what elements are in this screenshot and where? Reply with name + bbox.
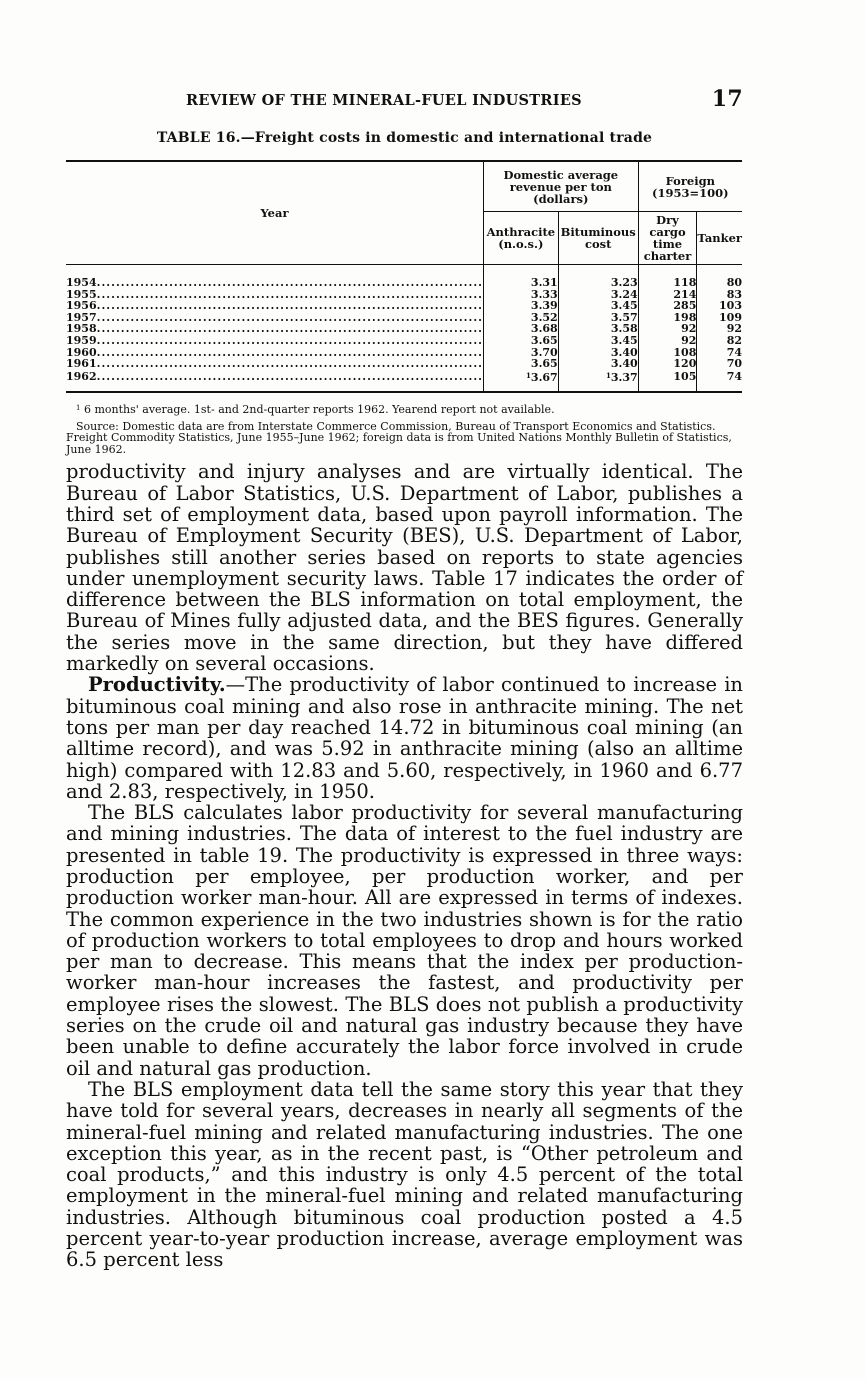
dry-cargo-value: 285 xyxy=(673,299,697,313)
dry-cargo-value: 214 xyxy=(673,287,697,301)
tanker-value: 74 xyxy=(726,369,742,383)
anthracite-column-header: Anthracite (n.o.s.) xyxy=(484,212,559,265)
year-cell xyxy=(66,358,484,370)
year-value: 1961 xyxy=(66,358,97,370)
table-row xyxy=(66,358,742,370)
year-cell xyxy=(66,265,484,289)
bituminous-value: 3.45 xyxy=(610,333,638,347)
dot-leader: ................................................................................ xyxy=(96,311,483,324)
year-cell xyxy=(66,323,484,335)
dry-cargo-value: 120 xyxy=(673,357,697,371)
source-note: Source: Domestic data are from Interstate Commerce Commission, Bureau of Transport Economics and Statistics. Freight Commodity Statistics, June 1955–June 1962; foreign data is from United Nations Monthly Bulletin of Statistics, June 1962. xyxy=(66,419,732,456)
tanker-value: 83 xyxy=(726,287,742,301)
bituminous-cell xyxy=(558,265,638,289)
dry-cargo-cell xyxy=(638,265,697,289)
tanker-value: 74 xyxy=(726,345,742,359)
year-cell xyxy=(66,289,484,301)
year-value: 1962 xyxy=(66,369,97,383)
footnote-mark: 1 xyxy=(605,370,611,380)
paragraph-2-text: —The productivity of labor continued to increase in bituminous coal mining and also rose in anthracite mining. The net tons per man per day reached 14.72 in bituminous coal mining (an alltime record), and was 5.92 in anthracite mining (also an alltime high) compared with 12.83 and 5.60, respectively, in 1960 and 6.77 and 2.83, respectively, in 1950. xyxy=(66,673,743,803)
tanker-value: 70 xyxy=(726,357,742,371)
tanker-cell xyxy=(697,358,742,370)
anthracite-cell xyxy=(484,370,559,393)
anthracite-value: 3.70 xyxy=(530,345,558,359)
anthracite-value: 3.67 xyxy=(530,370,558,384)
year-cell xyxy=(66,347,484,359)
table-row xyxy=(66,370,742,393)
dot-leader: ................................................................................ xyxy=(96,300,483,312)
dot-leader: ................................................................................ xyxy=(96,358,483,370)
dry-cargo-cell xyxy=(638,358,697,370)
bituminous-value: 3.57 xyxy=(610,310,638,324)
paragraph-3: The BLS calculates labor productivity for several manufacturing and mining industries. The data of interest to the fuel industry are presented in table 19. The productivity is expressed in three ways: production per employee, per production worker, and per production worker man-hour. All are expressed in terms of indexes. The common experience in the two industries shown is for the ratio of production workers to total employees to drop and hours worked per man to decrease. This means that the index per production-worker man-hour increases the fastest, and productivity per employee rises the slowest. The BLS does not publish a productivity series on the crude oil and natural gas industry because they have been unable to define accurately the labor force involved in crude oil and natural gas production. xyxy=(66,801,743,1080)
table-row xyxy=(66,312,742,324)
freight-costs-table xyxy=(66,160,742,393)
body-text xyxy=(66,461,743,1270)
dry-cargo-value: 105 xyxy=(673,369,697,383)
table-row xyxy=(66,347,742,359)
dry-cargo-cell xyxy=(638,370,697,393)
domestic-group-header: Domestic average revenue per ton (dollars) xyxy=(484,161,639,212)
year-column-header: Year xyxy=(66,161,484,265)
dry-cargo-column-header: Dry cargo time charter xyxy=(638,212,697,265)
dry-cargo-value: 198 xyxy=(673,310,697,324)
dot-leader: ................................................................................ xyxy=(96,369,483,383)
page-number: 17 xyxy=(711,86,743,112)
tanker-value: 109 xyxy=(719,310,742,324)
year-value: 1959 xyxy=(66,334,97,347)
table-row xyxy=(66,335,742,347)
paragraph-2 xyxy=(66,674,743,802)
dot-leader: ................................................................................ xyxy=(96,346,483,359)
table-row xyxy=(66,289,742,301)
footnote xyxy=(66,403,743,416)
year-cell xyxy=(66,370,484,393)
year-value: 1954 xyxy=(66,276,97,289)
bituminous-value: 3.40 xyxy=(610,345,638,359)
bituminous-column-header: Bituminous cost xyxy=(558,212,638,265)
bituminous-cell xyxy=(558,358,638,370)
year-value: 1957 xyxy=(66,311,97,324)
year-value: 1956 xyxy=(66,300,97,312)
year-value: 1960 xyxy=(66,346,97,359)
tanker-cell xyxy=(697,370,742,393)
dot-leader: ................................................................................ xyxy=(96,288,483,301)
paragraph-1: productivity and injury analyses and are virtually identical. The Bureau of Labor Statistics, U.S. Department of Labor, publishes a third set of employment data, based upon payroll information. The Bureau of Employment Security (BES), U.S. Department of Labor, publishes still another series based on reports to state agencies under unemployment security laws. Table 17 indicates the order of difference between the BLS information on total employment, the Bureau of Mines fully adjusted data, and the BES figures. Generally the series move in the same direction, but they have differed markedly on several occasions. xyxy=(66,460,743,676)
year-cell xyxy=(66,300,484,312)
table-body xyxy=(66,265,742,393)
year-value: 1955 xyxy=(66,288,97,301)
tanker-value: 92 xyxy=(726,322,742,336)
tanker-value: 82 xyxy=(726,333,742,347)
anthracite-value: 3.33 xyxy=(530,287,558,301)
bituminous-value: 3.24 xyxy=(610,287,638,301)
page xyxy=(66,86,743,1271)
dry-cargo-value: 92 xyxy=(681,322,697,336)
footnote-mark: 1 xyxy=(526,370,531,380)
tanker-value: 80 xyxy=(726,276,742,289)
year-value: 1958 xyxy=(66,323,97,335)
anthracite-value: 3.52 xyxy=(530,310,558,324)
year-cell xyxy=(66,312,484,324)
dry-cargo-value: 118 xyxy=(673,276,697,289)
tanker-value: 103 xyxy=(719,299,742,313)
tanker-column-header: Tanker xyxy=(697,212,742,265)
anthracite-value: 3.39 xyxy=(530,299,558,313)
running-head xyxy=(66,86,743,116)
dot-leader: ................................................................................ xyxy=(96,323,483,335)
table-notes xyxy=(66,403,743,455)
anthracite-value: 3.31 xyxy=(530,276,558,289)
bituminous-value: 3.58 xyxy=(610,322,638,336)
anthracite-value: 3.65 xyxy=(530,357,558,371)
tanker-cell xyxy=(697,265,742,289)
bituminous-value: 3.40 xyxy=(610,357,638,371)
bituminous-value: 3.45 xyxy=(610,299,638,313)
anthracite-value: 3.65 xyxy=(530,333,558,347)
table-row xyxy=(66,265,742,289)
table-row xyxy=(66,300,742,312)
runin-heading: Productivity. xyxy=(88,673,226,697)
anthracite-cell xyxy=(484,265,559,289)
table-title: TABLE 16.—Freight costs in domestic and international trade xyxy=(156,130,653,146)
foreign-group-header: Foreign (1953=100) xyxy=(638,161,742,212)
anthracite-cell xyxy=(484,358,559,370)
table-row xyxy=(66,323,742,335)
footnote-mark: 1 xyxy=(76,404,81,413)
running-title: REVIEW OF THE MINERAL-FUEL INDUSTRIES xyxy=(186,92,582,109)
dot-leader: ................................................................................ xyxy=(96,334,483,347)
dry-cargo-value: 108 xyxy=(673,345,697,359)
anthracite-value: 3.68 xyxy=(530,322,558,336)
bituminous-cell xyxy=(558,370,638,393)
bituminous-value: 3.23 xyxy=(610,276,638,289)
year-cell xyxy=(66,335,484,347)
paragraph-4: The BLS employment data tell the same story this year that they have told for several years, decreases in nearly all segments of the mineral-fuel mining and related manufacturing industries. The one exception this year, as in the recent past, is “Other petroleum and coal products,” and this industry is only 4.5 percent of the total employment in the mineral-fuel mining and related manufacturing industries. Although bituminous coal production posted a 4.5 percent year-to-year production increase, average employment was 6.5 percent less xyxy=(66,1077,743,1272)
bituminous-value: 3.37 xyxy=(610,370,638,384)
dry-cargo-value: 92 xyxy=(681,333,697,347)
dot-leader: ................................................................................ xyxy=(96,276,483,289)
footnote-text: 6 months' average. 1st- and 2nd-quarter reports 1962. Yearend report not available. xyxy=(83,403,555,417)
